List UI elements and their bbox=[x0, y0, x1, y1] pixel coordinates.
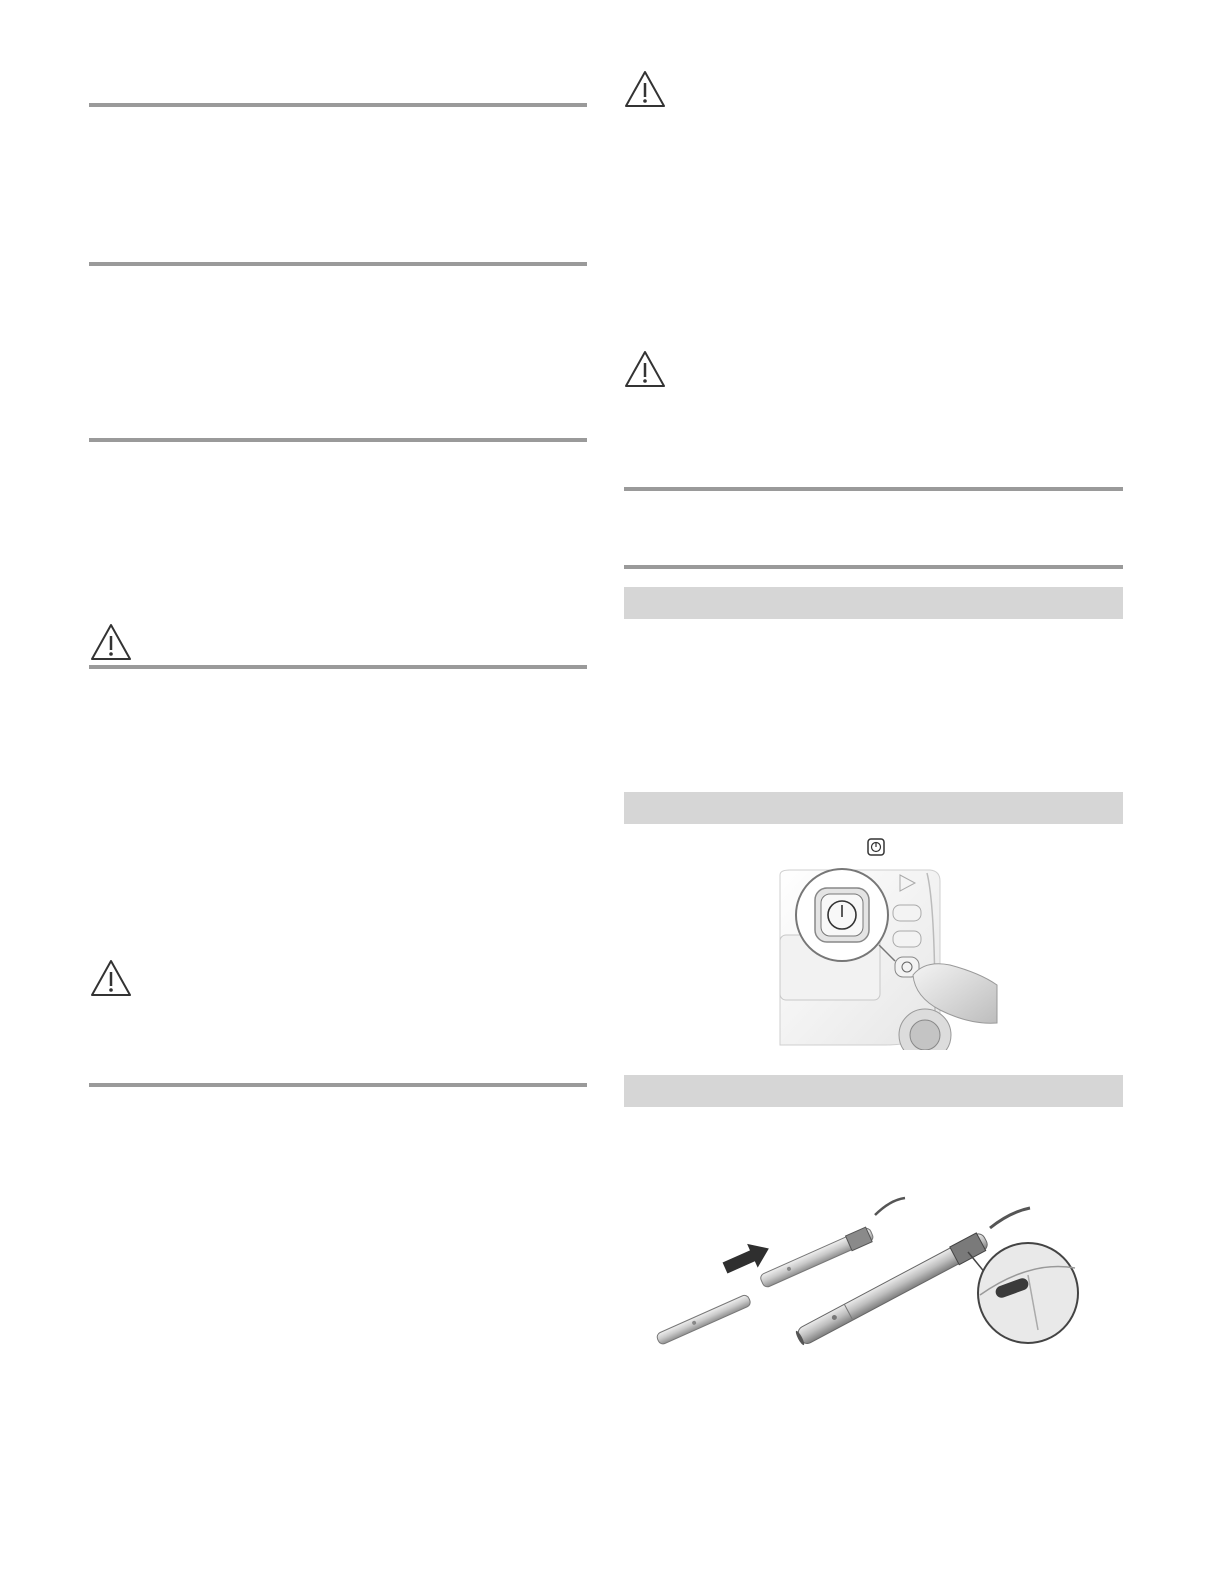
warning-triangle-icon bbox=[89, 622, 133, 662]
step-header-band-2 bbox=[624, 792, 1123, 824]
power-button-icon bbox=[867, 838, 885, 856]
handpiece-assembly-illustration bbox=[650, 1190, 1090, 1350]
section-divider-6 bbox=[624, 487, 1123, 491]
section-divider-2 bbox=[89, 262, 587, 266]
warning-triangle-icon bbox=[623, 349, 667, 389]
step-header-band-3 bbox=[624, 1075, 1123, 1107]
warning-triangle-icon bbox=[89, 958, 133, 998]
section-divider-5 bbox=[89, 1083, 587, 1087]
step-header-band-1 bbox=[624, 587, 1123, 619]
power-button-illustration bbox=[775, 865, 1005, 1050]
section-divider-3 bbox=[89, 438, 587, 442]
section-divider-1 bbox=[89, 103, 587, 107]
section-divider-4 bbox=[89, 665, 587, 669]
section-divider-7 bbox=[624, 565, 1123, 569]
warning-triangle-icon bbox=[623, 69, 667, 109]
